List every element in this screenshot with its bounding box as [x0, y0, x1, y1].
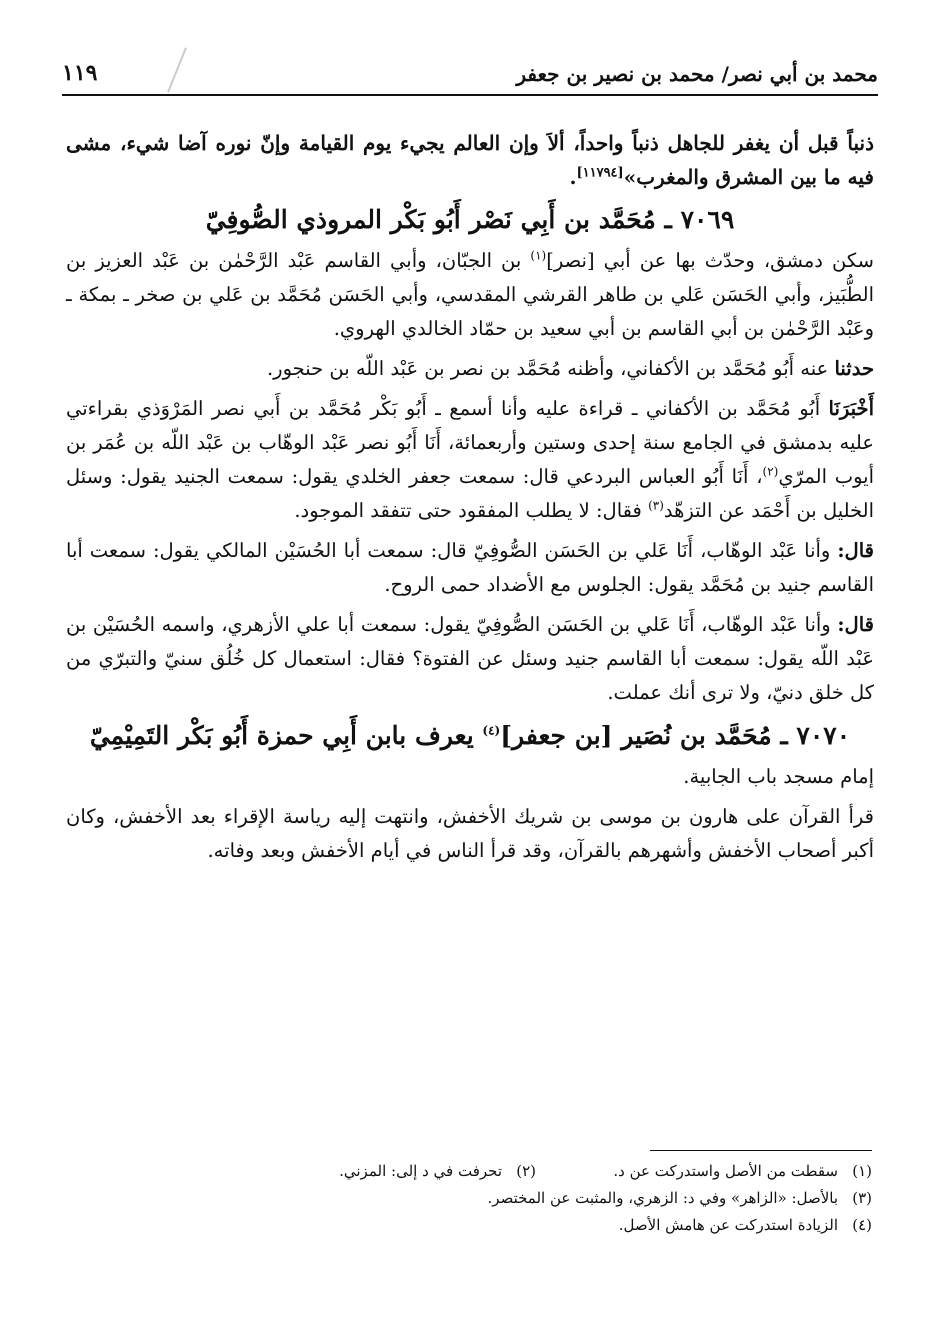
entry-7069-paragraph-3: [66, 392, 874, 528]
paragraph-text: وأنا عَبْد الوهّاب، أَنَا عَلي بن الحَسَن الصُّوفِيّ قال: سمعت أبا الحُسَيْن المالكي يقول: سمعت أبا القاسم جنيد بن مُحَمَّد يقول: الجلوس مع الأضداد حمى الروح.: [66, 539, 874, 596]
footnote-text: سقطت من الأصل واستدركت عن د.: [613, 1162, 838, 1180]
footnote-1: [536, 1158, 872, 1185]
entry-7070-paragraph-1: إمام مسجد باب الجابية.: [683, 765, 874, 788]
heading-text: يعرف بابن أَبِي حمزة أَبُو بَكْر التَمِيْمِيّ: [89, 721, 483, 750]
paragraph-text: سكن دمشق، وحدّث بها عن أبي [نصر]: [546, 249, 874, 272]
paragraph-text: أَبُو مُحَمَّد بن الأكفاني ـ قراءة عليه وأنا أسمع ـ أَبُو بَكْر مُحَمَّد بن أَبي نصر المَرْوَذي بقراءتي عليه بدمشق في الجامع سنة إحدى وستين وأربعمائة، أَنَا أَبُو نصر عَبْد الوهّاب بن عَبْد اللّه بن عُمَر بن أيوب المرّي: [66, 397, 874, 488]
page-header: [62, 56, 878, 94]
footnote-text: الزيادة استدركت عن هامش الأصل.: [618, 1216, 838, 1234]
opening-paragraph: [66, 126, 874, 194]
entry-7070-paragraph-2: قرأ القرآن على هارون بن موسى بن شريك الأخفش، وانتهت إليه رياسة الإقراء بعد الأخفش، وكان أكبر أصحاب الأخفش وأشهرهم بالقرآن، وقد قرأ الناس في أيام الأخفش وبعد وفاته.: [66, 805, 874, 862]
footnote-number: (١): [852, 1162, 872, 1180]
entry-7069-paragraph-1: [66, 244, 874, 346]
entry-heading-7069: ٧٠٦٩ ـ مُحَمَّد بن أَبِي نَصْر أَبُو بَكْر المروذي الصُّوفِيّ: [205, 205, 735, 234]
entry-7069-paragraph-2: [66, 352, 874, 386]
opening-end: .: [569, 165, 577, 189]
keyword-haddathana: حدثنا: [834, 357, 874, 380]
paragraph-text: وأنا عَبْد الوهّاب، أَنَا عَلي بن الحَسَن الصُّوفِيّ يقول: سمعت أبا علي الأزهري، واسمه الحُسَيْن بن عَبْد اللّه يقول: سمعت أبا القاسم جنيد وسئل عن الفتوة؟ فقال: استعمال كل خُلُق سنيّ والتبرّي من كل خلق دنيّ، ولا ترى أنك عملت.: [66, 613, 874, 704]
footnote-ref-4: (٤): [482, 723, 501, 738]
hadith-citation: [١١٧٩٤]: [576, 165, 624, 181]
footnote-row: [200, 1158, 872, 1185]
footnote-text: تحرفت في د إلى: المزني.: [339, 1162, 502, 1180]
header-rule: [62, 94, 878, 96]
main-text: [66, 126, 874, 874]
entry-7069-paragraph-5: [66, 608, 874, 710]
entry-7069-paragraph-4: [66, 534, 874, 602]
keyword-qala: قال:: [837, 613, 874, 636]
footnote-3: [200, 1185, 872, 1212]
footnotes: [200, 1158, 872, 1239]
footnote-4: [200, 1212, 872, 1239]
footnote-number: (٢): [516, 1162, 536, 1180]
footnote-number: (٣): [852, 1189, 872, 1207]
opening-text: ذنباً قبل أن يغفر للجاهل ذنباً واحداً، ألاَ وإن العالم يجيء يوم القيامة وإنّ نوره آضا شيء، مشى فيه ما بين المشرق والمغرب»: [66, 131, 874, 189]
footnote-text: بالأصل: «الزاهر» وفي د: الزهري، والمثبت عن المختصر.: [487, 1189, 838, 1207]
paragraph-text: ، أَنَا أَبُو العباس البردعي قال: سمعت جعفر الخلدي يقول: سمعت الجنيد يقول: وسئل الخليل بن أَحْمَد عن التزهّد: [66, 465, 874, 522]
footnote-number: (٤): [852, 1216, 872, 1234]
footnote-2: [200, 1158, 536, 1185]
paragraph-text: بن الجبّان، وأبي القاسم عَبْد الرَّحْمٰن بن عَبْد العزيز بن الطُّبَيز، وأبي الحَسَن عَلي بن طاهر القرشي المقدسي، وأبي الحَسَن مُحَمَّد بن عَلي بن صخر ـ بمكة ـ وعَبْد الرَّحْمٰن بن أبي القاسم بن أبي سعيد بن حمّاد الخالدي الهروي.: [66, 249, 874, 340]
entry-heading-7070: [66, 716, 874, 756]
footnote-ref-1: (١): [530, 248, 547, 263]
keyword-qala: قال:: [837, 539, 874, 562]
paragraph-text: عنه أَبُو مُحَمَّد بن الأكفاني، وأظنه مُحَمَّد بن نصر بن عَبْد اللّه بن حنجور.: [266, 357, 835, 380]
heading-text: ٧٠٧٠ ـ مُحَمَّد بن نُصَير [بن جعفر]: [500, 721, 851, 750]
page-number: ١١٩: [62, 60, 98, 86]
keyword-akhbarana: أَخْبَرَنَا: [828, 397, 874, 420]
footnote-ref-3: (٣): [648, 498, 664, 513]
paragraph-text: فقال: لا يطلب المفقود حتى تتفقد الموجود.: [294, 499, 649, 522]
footnote-rule: [650, 1150, 872, 1151]
footnote-ref-2: (٢): [762, 464, 779, 479]
running-title: محمد بن أبي نصر/ محمد بن نصير بن جعفر: [516, 62, 878, 86]
